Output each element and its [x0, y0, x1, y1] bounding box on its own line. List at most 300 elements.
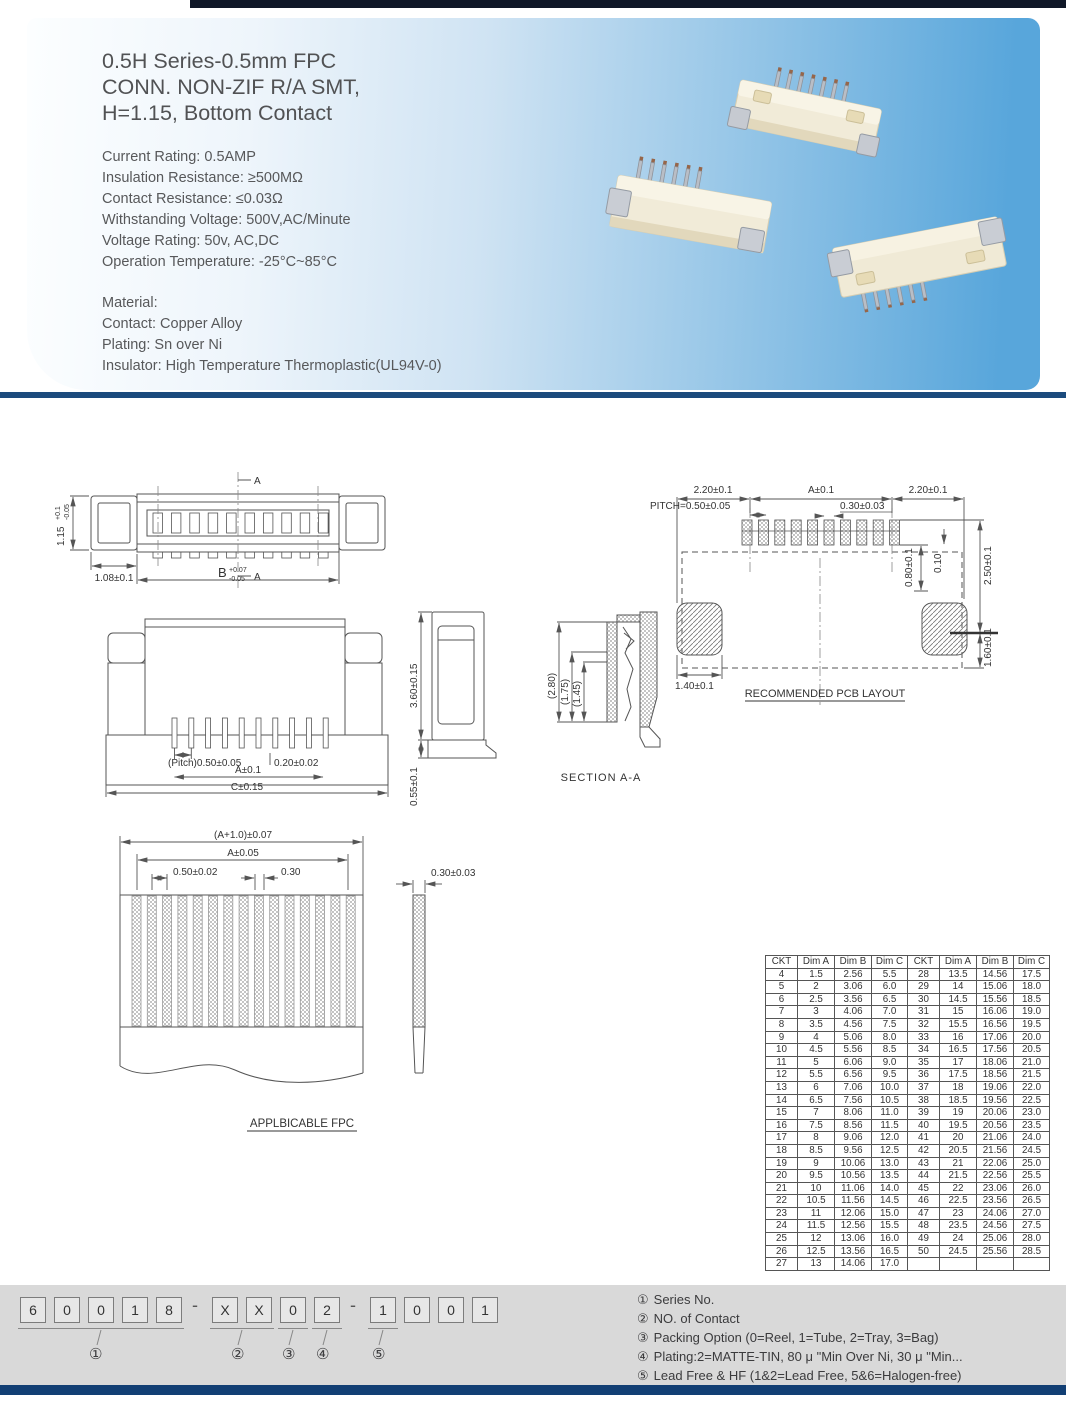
table-cell: 16 — [940, 1031, 977, 1044]
table-cell: 11.0 — [872, 1107, 908, 1120]
table-cell: 18 — [766, 1144, 798, 1157]
table-cell: Dim C — [872, 956, 908, 969]
connector-photo-right — [826, 216, 1014, 318]
table-cell: 22.5 — [1014, 1094, 1050, 1107]
table-cell: 45 — [908, 1182, 940, 1195]
table-cell: 14.06 — [835, 1258, 872, 1271]
table-cell: 31 — [908, 1006, 940, 1019]
table-cell: Dim B — [835, 956, 872, 969]
table-cell: 17.56 — [977, 1044, 1014, 1057]
table-cell: 19.5 — [940, 1119, 977, 1132]
connector-photo-left — [603, 152, 775, 253]
table-cell: 22.06 — [977, 1157, 1014, 1170]
table-cell: 17.5 — [1014, 968, 1050, 981]
ordering-legend — [637, 1290, 963, 1385]
table-cell: 8.5 — [798, 1144, 835, 1157]
table-cell: Dim A — [940, 956, 977, 969]
table-cell: 3.5 — [798, 1018, 835, 1031]
table-cell — [940, 1258, 977, 1271]
table-cell: 12.06 — [835, 1207, 872, 1220]
legend-item — [637, 1347, 963, 1366]
table-cell: 8 — [798, 1132, 835, 1145]
table-cell: 11.5 — [872, 1119, 908, 1132]
table-cell: 32 — [908, 1018, 940, 1031]
legend-text: Packing Option (0=Reel, 1=Tube, 2=Tray, 3=Bag) — [653, 1330, 939, 1345]
top-view-pitch-label: (Pitch)0.50±0.05 — [168, 758, 242, 769]
material-line: Contact: Copper Alloy — [102, 316, 243, 332]
table-cell: 19.56 — [977, 1094, 1014, 1107]
table-cell: 34 — [908, 1044, 940, 1057]
table-cell: 13.5 — [940, 968, 977, 981]
table-cell: 5.56 — [835, 1044, 872, 1057]
table-cell: 20.06 — [977, 1107, 1014, 1120]
table-cell: 18.0 — [1014, 981, 1050, 994]
part-number-box: 0 — [88, 1297, 114, 1323]
table-row — [766, 1157, 1050, 1170]
table-cell: 5 — [766, 981, 798, 994]
table-row — [766, 1119, 1050, 1132]
table-cell: 18.5 — [1014, 993, 1050, 1006]
table-cell: 22 — [940, 1182, 977, 1195]
table-cell: 44 — [908, 1170, 940, 1183]
dim-height-tol-plus: +0.1 — [55, 506, 62, 520]
table-cell — [908, 1258, 940, 1271]
table-row — [766, 1258, 1050, 1271]
part-number-marker-1: ① — [89, 1346, 103, 1363]
table-cell: 46 — [908, 1195, 940, 1208]
table-cell: 41 — [908, 1132, 940, 1145]
table-cell: 15.5 — [940, 1018, 977, 1031]
legend-marker: ③ — [637, 1330, 649, 1345]
table-cell: 1.5 — [798, 968, 835, 981]
fpc-pitch-label: 0.50±0.02 — [173, 867, 218, 878]
part-number-box: X — [246, 1297, 272, 1323]
pcb-dim-right: 2.20±0.1 — [908, 485, 948, 496]
table-cell: 27 — [766, 1258, 798, 1271]
product-photo — [538, 14, 1043, 386]
table-cell: 38 — [908, 1094, 940, 1107]
table-row — [766, 1132, 1050, 1145]
pcb-pad-width-label: 0.30±0.03 — [840, 501, 885, 512]
table-cell: 3.56 — [835, 993, 872, 1006]
table-cell: 18.56 — [977, 1069, 1014, 1082]
table-cell: 4.56 — [835, 1018, 872, 1031]
section-mark-bottom: A — [254, 572, 261, 583]
part-number-separator: - — [350, 1295, 356, 1315]
table-cell: 27.5 — [1014, 1220, 1050, 1233]
table-cell: 40 — [908, 1119, 940, 1132]
pcb-layout-drawing — [628, 473, 1066, 718]
table-cell: 15.06 — [977, 981, 1014, 994]
table-cell: 11.5 — [798, 1220, 835, 1233]
part-number-leader-lines — [0, 1329, 500, 1347]
spec-line: Insulation Resistance: ≥500MΩ — [102, 169, 303, 186]
table-cell: 17 — [940, 1056, 977, 1069]
table-cell: 24.06 — [977, 1207, 1014, 1220]
table-cell: 8.06 — [835, 1107, 872, 1120]
table-cell: 15.5 — [872, 1220, 908, 1233]
spec-line: Withstanding Voltage: 500V,AC/Minute — [102, 211, 351, 228]
table-cell: 19.5 — [1014, 1018, 1050, 1031]
pcb-d160: 1.60±0.1 — [983, 628, 994, 667]
table-cell: 19 — [940, 1107, 977, 1120]
table-cell — [977, 1258, 1014, 1271]
table-cell: 18.5 — [940, 1094, 977, 1107]
table-cell: Dim A — [798, 956, 835, 969]
table-row — [766, 1170, 1050, 1183]
legend-marker: ① — [637, 1292, 649, 1307]
table-cell: 4 — [766, 968, 798, 981]
dim-height: 1.15 — [56, 526, 67, 546]
title-line: CONN. NON-ZIF R/A SMT, — [102, 75, 360, 99]
table-cell: 20.5 — [1014, 1044, 1050, 1057]
table-cell: 17.5 — [940, 1069, 977, 1082]
table-cell: 24 — [766, 1220, 798, 1233]
dimension-table-body — [766, 956, 1050, 1271]
table-cell: 23.0 — [1014, 1107, 1050, 1120]
table-cell: 6.0 — [872, 981, 908, 994]
table-cell: 7 — [766, 1006, 798, 1019]
table-row — [766, 1245, 1050, 1258]
legend-marker: ⑤ — [637, 1368, 649, 1383]
table-cell: 42 — [908, 1144, 940, 1157]
dim-width-tol-plus: +0.07 — [229, 567, 247, 574]
side-view-drawing — [410, 606, 510, 811]
table-header-row — [766, 956, 1050, 969]
section-d2: (1.75) — [560, 678, 571, 705]
table-cell: 35 — [908, 1056, 940, 1069]
table-cell: 7.5 — [798, 1119, 835, 1132]
table-row — [766, 1018, 1050, 1031]
table-row — [766, 968, 1050, 981]
legend-marker: ④ — [637, 1349, 649, 1364]
table-cell: 15.0 — [872, 1207, 908, 1220]
table-cell: 14.56 — [977, 968, 1014, 981]
material-list — [102, 293, 442, 377]
table-cell: 5.06 — [835, 1031, 872, 1044]
table-cell: 12 — [798, 1233, 835, 1246]
table-cell: 12.56 — [835, 1220, 872, 1233]
section-caption: SECTION A-A — [560, 772, 642, 784]
table-cell: 25.56 — [977, 1245, 1014, 1258]
table-row — [766, 1233, 1050, 1246]
part-number-box: X — [212, 1297, 238, 1323]
table-cell: 7.06 — [835, 1081, 872, 1094]
fpc-drawing — [95, 826, 490, 1141]
part-number-builder — [0, 1285, 620, 1385]
table-cell: 5 — [798, 1056, 835, 1069]
title-line: H=1.15, Bottom Contact — [102, 101, 333, 125]
table-cell: 7 — [798, 1107, 835, 1120]
section-d1: (2.80) — [547, 672, 558, 699]
table-cell: 3 — [798, 1006, 835, 1019]
table-row — [766, 1044, 1050, 1057]
top-view-drawing — [60, 607, 405, 807]
table-cell: 17.06 — [977, 1031, 1014, 1044]
table-cell: 49 — [908, 1233, 940, 1246]
table-cell: 13.06 — [835, 1233, 872, 1246]
table-cell: 4.5 — [798, 1044, 835, 1057]
part-number-separator: - — [192, 1295, 198, 1315]
table-cell: 13.56 — [835, 1245, 872, 1258]
pcb-d010: 0.10 — [933, 553, 944, 573]
table-cell: 16 — [766, 1119, 798, 1132]
table-cell: 15 — [940, 1006, 977, 1019]
table-cell: 13.0 — [872, 1157, 908, 1170]
table-cell: 4 — [798, 1031, 835, 1044]
table-cell: 10.56 — [835, 1170, 872, 1183]
table-cell: 9.56 — [835, 1144, 872, 1157]
table-cell: 20 — [940, 1132, 977, 1145]
table-row — [766, 1069, 1050, 1082]
table-cell: 6 — [766, 993, 798, 1006]
table-cell: 21.56 — [977, 1144, 1014, 1157]
table-cell: 25.0 — [1014, 1157, 1050, 1170]
table-cell: 28.0 — [1014, 1233, 1050, 1246]
table-cell: 6.56 — [835, 1069, 872, 1082]
table-cell: 10 — [798, 1182, 835, 1195]
table-cell: 22.5 — [940, 1195, 977, 1208]
table-cell: 16.5 — [940, 1044, 977, 1057]
table-cell: 13.5 — [872, 1170, 908, 1183]
table-cell: 22.56 — [977, 1170, 1014, 1183]
table-cell: 28.5 — [1014, 1245, 1050, 1258]
pcb-caption: RECOMMENDED PCB LAYOUT — [744, 688, 906, 700]
table-cell: 8 — [766, 1018, 798, 1031]
pcb-pads — [742, 520, 900, 545]
table-cell: 50 — [908, 1245, 940, 1258]
top-view-pad-label: 0.20±0.02 — [274, 758, 319, 769]
table-cell: 43 — [908, 1157, 940, 1170]
section-aa-drawing — [545, 607, 665, 797]
table-cell: 21.5 — [940, 1170, 977, 1183]
fpc-total-label: (A+1.0)±0.07 — [213, 830, 273, 841]
legend-text: Lead Free & HF (1&2=Lead Free, 5&6=Halogen-free) — [653, 1368, 962, 1383]
legend-item — [637, 1366, 963, 1385]
table-row — [766, 1094, 1050, 1107]
table-cell: 5.5 — [798, 1069, 835, 1082]
table-cell: 9.06 — [835, 1132, 872, 1145]
table-cell: 9.0 — [872, 1056, 908, 1069]
table-cell: 7.56 — [835, 1094, 872, 1107]
legend-item — [637, 1309, 963, 1328]
table-cell: 11 — [766, 1056, 798, 1069]
table-cell: 15 — [766, 1107, 798, 1120]
table-cell: 3.06 — [835, 981, 872, 994]
table-cell: 21 — [766, 1182, 798, 1195]
table-cell: 8.56 — [835, 1119, 872, 1132]
top-view-c-label: C±0.15 — [230, 782, 264, 793]
table-cell: 23 — [940, 1207, 977, 1220]
table-cell: 9.5 — [872, 1069, 908, 1082]
table-cell: 12 — [766, 1069, 798, 1082]
table-row — [766, 1056, 1050, 1069]
table-row — [766, 1220, 1050, 1233]
table-cell: 2.56 — [835, 968, 872, 981]
dim-width-left: 1.08±0.1 — [94, 573, 134, 584]
section-d3: (1.45) — [572, 680, 583, 707]
dim-width-tol-minus: -0.05 — [229, 576, 245, 583]
table-row — [766, 1107, 1050, 1120]
table-cell: 24.0 — [1014, 1132, 1050, 1145]
side-view-height: 3.60±0.15 — [409, 663, 420, 708]
table-cell: 16.5 — [872, 1245, 908, 1258]
table-cell: 47 — [908, 1207, 940, 1220]
table-cell: 24.56 — [977, 1220, 1014, 1233]
table-cell: 11 — [798, 1207, 835, 1220]
table-cell: 15.56 — [977, 993, 1014, 1006]
table-row — [766, 1144, 1050, 1157]
part-number-box: 0 — [404, 1297, 430, 1323]
pcb-d250: 2.50±0.1 — [983, 546, 994, 585]
table-cell: 2.5 — [798, 993, 835, 1006]
table-cell: 20.56 — [977, 1119, 1014, 1132]
top-view-a-label: A±0.1 — [234, 765, 262, 776]
top-accent-bar — [190, 0, 1066, 8]
part-number-marker-5: ⑤ — [372, 1346, 386, 1363]
legend-item — [637, 1328, 963, 1347]
table-cell: 21 — [940, 1157, 977, 1170]
table-cell: 23.5 — [940, 1220, 977, 1233]
table-cell: 25 — [766, 1233, 798, 1246]
table-cell: 24.5 — [1014, 1144, 1050, 1157]
table-cell: 20.0 — [1014, 1031, 1050, 1044]
table-cell: 16.56 — [977, 1018, 1014, 1031]
table-row — [766, 1182, 1050, 1195]
table-cell: 12.0 — [872, 1132, 908, 1145]
table-cell: 17 — [766, 1132, 798, 1145]
table-cell: 10.06 — [835, 1157, 872, 1170]
front-view-drawing — [55, 466, 395, 594]
table-cell: 16.0 — [872, 1233, 908, 1246]
table-cell: 14 — [940, 981, 977, 994]
table-cell: 10.5 — [872, 1094, 908, 1107]
table-cell: 10.5 — [798, 1195, 835, 1208]
dim-height-tol-minus: -0.05 — [64, 504, 71, 520]
table-cell: 18 — [940, 1081, 977, 1094]
table-row — [766, 1081, 1050, 1094]
table-cell: 12.5 — [798, 1245, 835, 1258]
table-cell: 21.5 — [1014, 1069, 1050, 1082]
table-cell: CKT — [908, 956, 940, 969]
table-cell: 25.06 — [977, 1233, 1014, 1246]
title-line: 0.5H Series-0.5mm FPC — [102, 49, 337, 73]
table-cell: 48 — [908, 1220, 940, 1233]
table-cell: Dim C — [1014, 956, 1050, 969]
table-cell: 14 — [766, 1094, 798, 1107]
table-cell: 29 — [908, 981, 940, 994]
pcb-dim-left: 2.20±0.1 — [693, 485, 733, 496]
table-cell: 17.0 — [872, 1258, 908, 1271]
pcb-d080: 0.80±0.1 — [904, 548, 915, 587]
table-cell: 25.5 — [1014, 1170, 1050, 1183]
part-number-box: 6 — [20, 1297, 46, 1323]
spec-line: Contact Resistance: ≤0.03Ω — [102, 190, 283, 207]
part-number-box: 1 — [122, 1297, 148, 1323]
table-row — [766, 993, 1050, 1006]
bottom-accent-bar — [0, 1385, 1066, 1395]
table-cell: 36 — [908, 1069, 940, 1082]
fpc-pad-label: 0.30 — [281, 867, 301, 878]
part-number-box: 2 — [314, 1297, 340, 1323]
table-cell: 33 — [908, 1031, 940, 1044]
table-row — [766, 1006, 1050, 1019]
fpc-a-label: A±0.05 — [227, 848, 259, 859]
material-line: Material: — [102, 295, 158, 311]
table-cell: 19 — [766, 1157, 798, 1170]
section-divider — [0, 392, 1066, 398]
table-cell: 28 — [908, 968, 940, 981]
table-cell: 24 — [940, 1233, 977, 1246]
table-cell: 26 — [766, 1245, 798, 1258]
product-title — [102, 48, 360, 126]
table-cell: 9.5 — [798, 1170, 835, 1183]
table-cell: 10.0 — [872, 1081, 908, 1094]
table-cell: 37 — [908, 1081, 940, 1094]
pcb-dim-center: A±0.1 — [807, 485, 835, 496]
table-cell: 19.0 — [1014, 1006, 1050, 1019]
table-cell: 22 — [766, 1195, 798, 1208]
part-number-box: 1 — [370, 1297, 396, 1323]
table-cell: 26.0 — [1014, 1182, 1050, 1195]
table-cell: 20 — [766, 1170, 798, 1183]
ordering-panel — [0, 1285, 1066, 1385]
table-row — [766, 1031, 1050, 1044]
table-row — [766, 1195, 1050, 1208]
table-cell: 8.5 — [872, 1044, 908, 1057]
part-number-box: 0 — [54, 1297, 80, 1323]
part-number-box: 1 — [472, 1297, 498, 1323]
spec-line: Operation Temperature: -25°C~85°C — [102, 253, 337, 270]
table-cell: 23 — [766, 1207, 798, 1220]
table-cell: 21.0 — [1014, 1056, 1050, 1069]
table-cell: 16.06 — [977, 1006, 1014, 1019]
legend-text: NO. of Contact — [653, 1311, 740, 1326]
table-cell: 13 — [766, 1081, 798, 1094]
table-cell: 9 — [766, 1031, 798, 1044]
table-row — [766, 981, 1050, 994]
table-cell: 24.5 — [940, 1245, 977, 1258]
side-view-base: 0.55±0.1 — [409, 767, 420, 806]
part-number-marker-2: ② — [231, 1346, 245, 1363]
pcb-d140: 1.40±0.1 — [675, 681, 714, 692]
section-mark-top: A — [254, 476, 261, 487]
table-cell: 6 — [798, 1081, 835, 1094]
table-row — [766, 1207, 1050, 1220]
table-cell: 5.5 — [872, 968, 908, 981]
front-contacts — [153, 513, 328, 533]
table-cell: 39 — [908, 1107, 940, 1120]
table-cell: 27.0 — [1014, 1207, 1050, 1220]
table-cell: Dim B — [977, 956, 1014, 969]
material-line: Plating: Sn over Ni — [102, 337, 223, 353]
spec-list — [102, 147, 351, 272]
table-cell: 8.0 — [872, 1031, 908, 1044]
part-number-marker-3: ③ — [282, 1346, 296, 1363]
part-number-box: 0 — [438, 1297, 464, 1323]
fpc-thickness-label: 0.30±0.03 — [431, 868, 476, 879]
table-cell: 13 — [798, 1258, 835, 1271]
dim-width-main: B — [218, 565, 227, 580]
legend-marker: ② — [637, 1311, 649, 1326]
legend-item — [637, 1290, 963, 1309]
pcb-pitch-label: PITCH=0.50±0.05 — [650, 501, 731, 512]
table-cell: 4.06 — [835, 1006, 872, 1019]
table-cell: 14.0 — [872, 1182, 908, 1195]
front-feet — [153, 552, 328, 558]
spec-line: Voltage Rating: 50v, AC,DC — [102, 232, 280, 249]
legend-text: Series No. — [653, 1292, 715, 1307]
